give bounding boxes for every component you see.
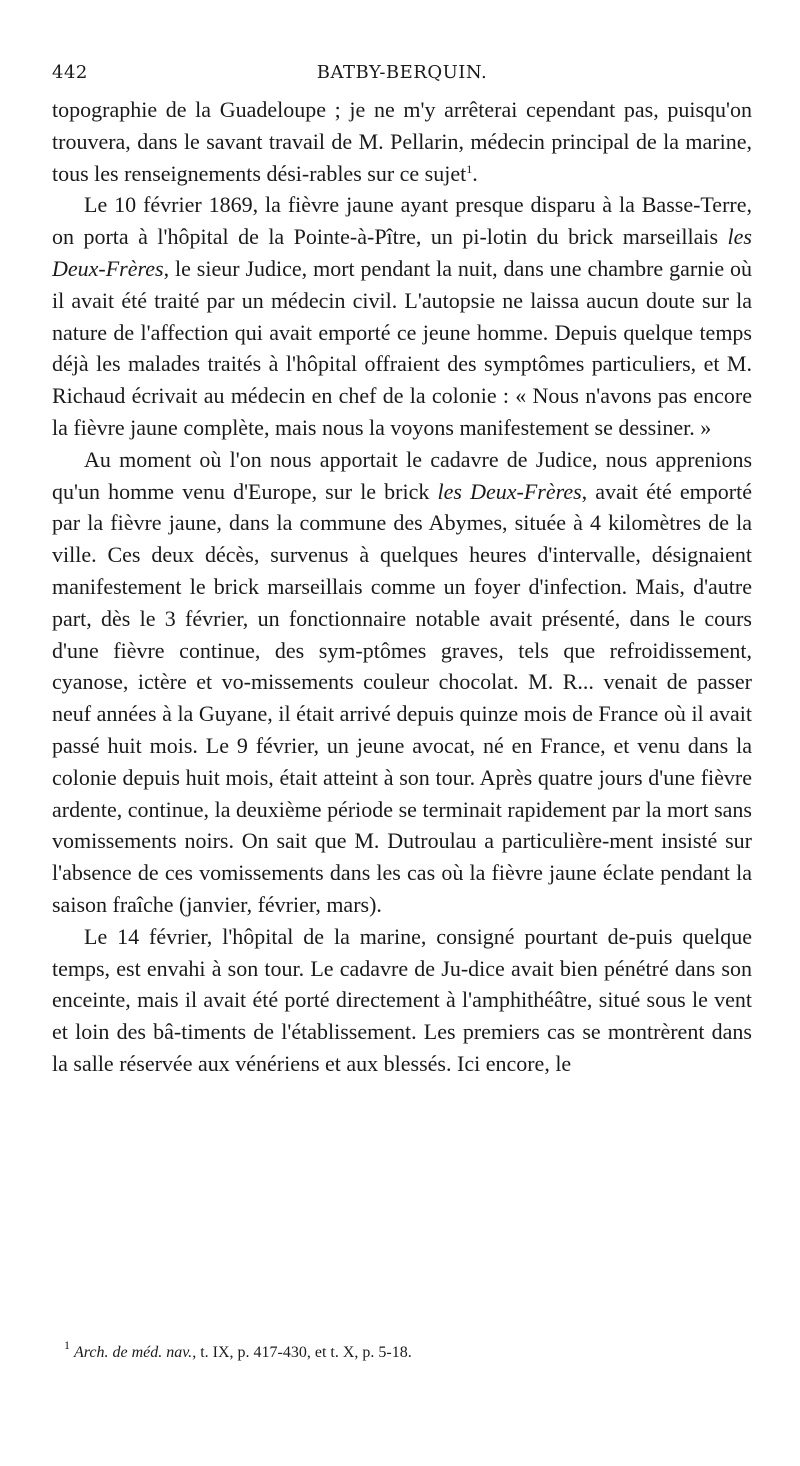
paragraph-text: . <box>472 160 478 186</box>
italic-text: les Deux-Frères <box>437 478 582 504</box>
paragraph <box>52 94 752 189</box>
footnote-source: Arch. de méd. nav. <box>74 1344 193 1361</box>
paragraph-text: , le sieur Judice, mort pendant la nuit, dans une chambre garnie où il avait été traité par un médecin civil. L'autopsie ne laissa aucun doute sur la nature de l'affection qui avait emporté ce jeune homme. Depuis quelque temps déjà les malades traités à l'hôpital offraient des symptômes particuliers, et M. Richaud écrivait au médecin en chef de la colonie : « Nous n'avons pas encore la fièvre jaune complète, mais nous la voyons manifestement se dessiner. » <box>52 255 752 440</box>
paragraph-text: Le 14 février, l'hôpital de la marine, consigné pourtant de-puis quelque temps, est envahi à son tour. Le cadavre de Ju-dice avait bien pénétré dans son enceinte, mais il avait été porté directement à l'amphithéâtre, situé sous le vent et loin des bâ-timents de l'établissement. Les premiers cas se montrèrent dans la salle réservée aux vénériens et aux blessés. Ici encore, le <box>52 923 752 1076</box>
paragraph-text: topographie de la Guadeloupe ; je ne m'y arrêterai cependant pas, puisqu'on trouvera, dans le savant travail de M. Pellarin, médecin principal de la marine, tous les renseignements dési-rables sur ce sujet <box>52 97 752 186</box>
paragraph <box>52 189 752 443</box>
footnote-reference: , t. IX, p. 417-430, et t. X, p. 5-18. <box>192 1344 412 1361</box>
paragraph-text: Au moment où l'on nous apportait le cadavre de Judice, nous apprenions qu'un homme venu d'Europe, sur le brick <box>52 446 752 504</box>
footnote-ref-marker: 1 <box>466 161 473 176</box>
running-title: BATBY-BERQUIN. <box>316 62 488 83</box>
page-number: 442 <box>52 62 88 83</box>
running-head <box>52 62 752 90</box>
footnote-marker: 1 <box>64 1338 70 1352</box>
paragraph <box>52 444 752 921</box>
footnote <box>52 1338 764 1364</box>
body-text <box>52 94 752 1080</box>
paragraph <box>52 921 752 1080</box>
paragraph-text: Le 10 février 1869, la fièvre jaune ayant presque disparu à la Basse-Terre, on porta à l'hôpital de la Pointe-à-Pître, un pi-lotin du brick marseillais <box>52 192 752 250</box>
italic-text: les Deux-Frères <box>52 224 752 281</box>
paragraph-text: , avait été emporté par la fièvre jaune, dans la commune des Abymes, située à 4 kilomètres de la ville. Ces deux décès, survenus à quelques heures d'intervalle, désignaient manifestement le brick marseillais comme un foyer d'infection. Mais, d'autre part, dès le 3 février, un fonctionnaire notable avait présenté, dans le cours d'une fièvre continue, des sym-ptômes graves, tels que refroidissement, cyanose, ictère et vo-missements couleur chocolat. M. R... venait de passer neuf années à la Guyane, il était arrivé depuis quinze mois de France où il avait passé huit mois. Le 9 février, un jeune avocat, né en France, et venu dans la colonie depuis huit mois, était atteint à son tour. Après quatre jours d'une fièvre ardente, continue, la deuxième période se terminait rapidement par la mort sans vomissements noirs. On sait que M. Dutroulau a particulière-ment insisté sur l'absence de ces vomissements dans les cas où la fièvre jaune éclate pendant la saison fraîche (janvier, février, mars). <box>52 478 752 917</box>
